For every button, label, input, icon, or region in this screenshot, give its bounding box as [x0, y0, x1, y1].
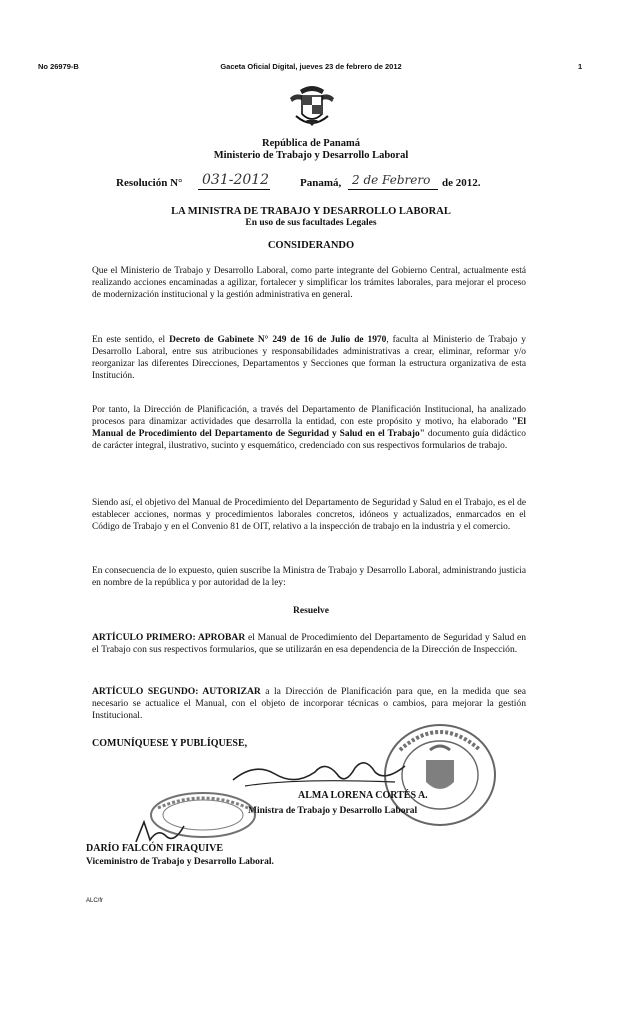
article-2-text: a la Dirección de Planificación para que, en la medida que sea necesario se actualice el Manual, con el objeto de incorporar técnicas o cambios, para mejorar la gestión Institucional.: [92, 686, 526, 722]
resolution-date-line: [348, 189, 438, 190]
resolution-label: Resolución N°: [116, 177, 183, 189]
closing-formula: COMUNÍQUESE Y PUBLÍQUESE,: [92, 738, 248, 749]
resolution-year: de 2012.: [442, 177, 481, 189]
paragraph-5: En consecuencia de lo expuesto, quien suscribe la Ministra de Trabajo y Desarrollo Laboral, administrando justicia en nombre de la república y por autoridad de la ley:: [92, 566, 526, 589]
article-2-label: ARTÍCULO SEGUNDO: AUTORIZAR: [92, 686, 261, 697]
gazette-header: Gaceta Oficial Digital, jueves 23 de febrero de 2012: [220, 62, 402, 71]
coat-of-arms-icon: [286, 82, 338, 132]
article-1: [92, 632, 526, 656]
minister-name: ALMA LORENA CORTÉS A.: [298, 790, 428, 801]
ministry-title: Ministerio de Trabajo y Desarrollo Laboral: [213, 150, 409, 161]
resolution-date: 2 de Febrero: [352, 173, 431, 187]
republic-title: República de Panamá: [261, 138, 360, 149]
authority-subtitle: En uso de sus facultades Legales: [245, 218, 377, 228]
footer-initials: ALC/fr: [86, 898, 104, 904]
manual-title: "El Manual de Procedimiento del Departamento de Seguridad y Salud en el Trabajo": [92, 417, 526, 440]
resolution-place: Panamá,: [300, 177, 342, 189]
paragraph-3-intro: Por tanto, la Dirección de Planificación, a través del Departamento de Planificación Institucional, ha analizado procesos para dinamizar actividades que desarrolla la entidad, con este propósito y motivo, ha elaborado: [92, 405, 526, 428]
paragraph-3-body: documento guía didáctico de carácter integral, ilustrativo, sucinto y esquemático, credenciado con sus respectivos formularios de trabajo.: [92, 429, 526, 452]
document-number: No 26979-B: [38, 62, 79, 71]
article-1-text: el Manual de Procedimiento del Departamento de Seguridad y Salud en el Trabajo con sus respectivos formularios, que se utilizarán en esa dependencia de la Dirección de Inspección.: [92, 632, 527, 656]
resolution-number-line: [198, 189, 270, 190]
authority-title: LA MINISTRA DE TRABAJO Y DESARROLLO LABORAL: [171, 206, 451, 217]
page-number: 1: [578, 62, 583, 71]
minister-title: Ministra de Trabajo y Desarrollo Laboral: [248, 806, 418, 816]
resolution-number: 031-2012: [202, 172, 270, 188]
paragraph-2: [92, 334, 526, 382]
paragraph-2-intro: En este sentido, el: [92, 335, 170, 345]
resuelve-heading: Resuelve: [293, 606, 329, 616]
vice-minister-name: DARÍO FALCÓN FIRAQUIVE: [86, 843, 224, 854]
article-1-label: ARTÍCULO PRIMERO: APROBAR: [92, 632, 246, 643]
paragraph-1: Que el Ministerio de Trabajo y Desarrollo Laboral, como parte integrante del Gobierno Central, actualmente está realizando acciones encaminadas a agilizar, fortalecer y simplificar los trámites laborales, para mejorar el proceso de modernización institucional y la gestión administrativa en general.: [92, 266, 526, 301]
paragraph-3: [92, 404, 526, 452]
article-2: [92, 686, 526, 722]
considerando-heading: CONSIDERANDO: [267, 240, 355, 251]
vice-minister-title: Viceministro de Trabajo y Desarrollo Laboral.: [86, 857, 274, 867]
decree-reference: Decreto de Gabinete N° 249 de 16 de Julio de 1970: [169, 335, 387, 345]
paragraph-2-body: , faculta al Ministerio de Trabajo y Desarrollo Laboral, entre sus atribuciones y responsabilidades administrativas a crear, eliminar, reformar y/o reorganizar las diferentes Direcciones, Departamentos y Secciones que forman la estructura organizativa de esta Institución.: [92, 335, 526, 382]
paragraph-4: Siendo así, el objetivo del Manual de Procedimiento del Departamento de Seguridad y Salud en el Trabajo, es el de establecer acciones, normas y procedimientos laborales concretos, idóneos y actualizados, enmarcados en el Código de Trabajo y en el Convenio 81 de OIT, relativo a la inspección de trabajo en la industria y el comercio.: [92, 498, 526, 533]
